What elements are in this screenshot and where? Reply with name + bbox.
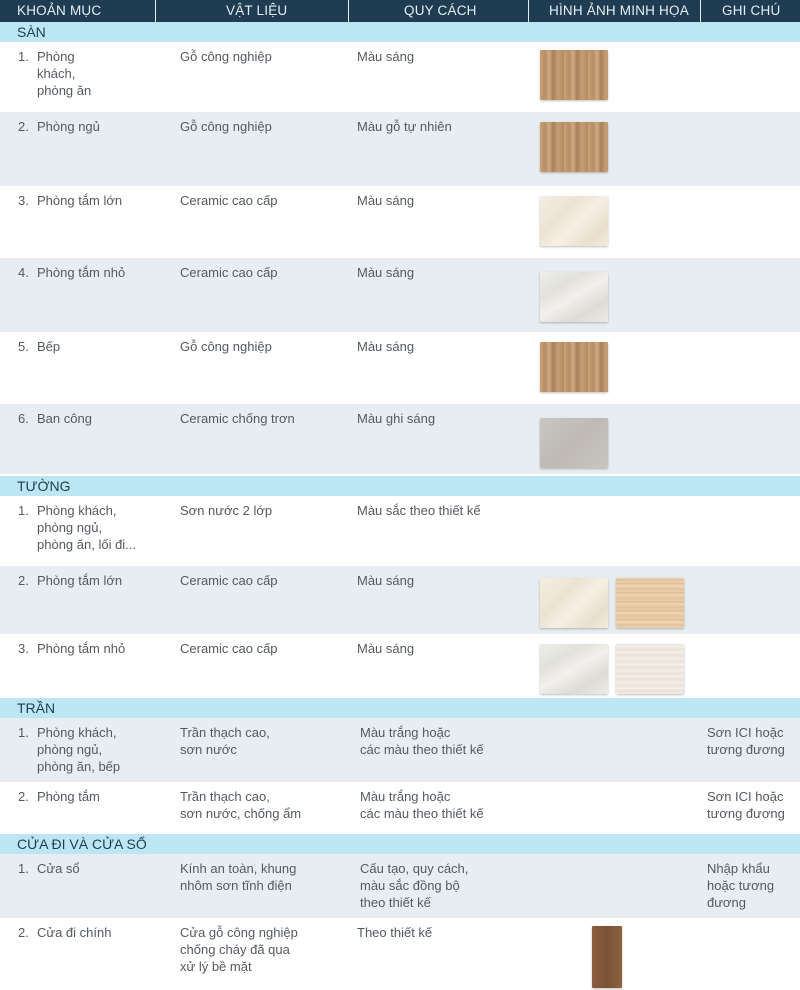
row-material: Trần thạch cao, sơn nước — [180, 725, 270, 757]
row-spec: Màu sáng — [357, 339, 415, 354]
table-row — [0, 782, 800, 834]
row-number: 3. — [18, 193, 29, 208]
row-material: Ceramic cao cấp — [180, 573, 278, 588]
stripe-swatch-image — [616, 644, 684, 694]
row-spec: Màu trắng hoặc các màu theo thiết kế — [360, 725, 484, 757]
table-row — [0, 718, 800, 782]
lwood-swatch-image — [616, 578, 684, 628]
row-spec: Màu sắc theo thiết kế — [357, 503, 481, 518]
row-material: Ceramic cao cấp — [180, 641, 278, 656]
row-material: Trần thạch cao, sơn nước, chống ẩm — [180, 789, 302, 821]
row-number: 1. — [18, 503, 29, 518]
header-divider — [700, 0, 701, 22]
row-number: 1. — [18, 861, 29, 876]
section-title: TRẦN — [17, 700, 56, 716]
row-item: Phòng ngủ — [37, 119, 100, 134]
row-note: Nhập khẩu hoặc tương đương — [707, 861, 775, 910]
row-material: Gỗ công nghiệp — [180, 339, 272, 354]
row-item: Phòng tắm lớn — [37, 193, 123, 208]
row-material: Ceramic chống trơn — [180, 411, 295, 426]
section-title: SÀN — [17, 24, 46, 40]
row-number: 2. — [18, 573, 29, 588]
section-band — [0, 476, 800, 496]
table-row — [0, 112, 800, 186]
marble-swatch-image — [540, 644, 608, 694]
row-number: 2. — [18, 925, 29, 940]
row-note: Sơn ICI hoặc tương đương — [707, 725, 785, 757]
header-hinh-anh: HÌNH ẢNH MINH HỌA — [549, 3, 689, 18]
row-spec: Màu trắng hoặc các màu theo thiết kế — [360, 789, 484, 821]
row-spec: Màu sáng — [357, 641, 415, 656]
row-spec: Màu sáng — [357, 265, 415, 280]
row-item: Ban công — [37, 411, 92, 426]
table-row — [0, 42, 800, 112]
row-material: Ceramic cao cấp — [180, 265, 278, 280]
header-ghi-chu: GHI CHÚ — [722, 3, 781, 18]
row-item: Phòng khách, phòng ngủ, phòng ăn, lối đi... — [37, 503, 137, 552]
row-number: 5. — [18, 339, 29, 354]
table-header — [0, 0, 800, 22]
row-item: Phòng tắm nhỏ — [37, 641, 126, 656]
wood-swatch-image — [540, 342, 608, 392]
wood-swatch-image — [540, 50, 608, 100]
row-spec: Theo thiết kế — [357, 925, 433, 940]
header-vat-lieu: VẬT LIỆU — [226, 3, 288, 18]
row-material: Ceramic cao cấp — [180, 193, 278, 208]
row-number: 3. — [18, 641, 29, 656]
grey-swatch-image — [540, 418, 608, 468]
header-divider — [348, 0, 349, 22]
row-note: Sơn ICI hoặc tương đương — [707, 789, 785, 821]
row-number: 4. — [18, 265, 29, 280]
row-material: Gỗ công nghiệp — [180, 49, 272, 64]
row-number: 1. — [18, 49, 29, 64]
section-title: TƯỜNG — [17, 478, 71, 494]
table-row — [0, 258, 800, 332]
row-spec: Cấu tạo, quy cách, màu sắc đồng bộ theo thiết kế — [360, 861, 469, 910]
table-row — [0, 404, 800, 474]
header-quy-cach: QUY CÁCH — [404, 3, 477, 18]
row-spec: Màu sáng — [357, 573, 415, 588]
row-item: Phòng tắm lớn — [37, 573, 123, 588]
row-number: 1. — [18, 725, 29, 740]
row-number: 2. — [18, 119, 29, 134]
table-row — [0, 918, 800, 990]
row-spec: Màu ghi sáng — [357, 411, 436, 426]
section-band — [0, 698, 800, 718]
section-title: CỬA ĐI VÀ CỬA SỔ — [17, 836, 147, 852]
header-divider — [155, 0, 156, 22]
row-item: Phòng khách, phòng ăn — [37, 49, 92, 98]
table-row — [0, 566, 800, 634]
section-band — [0, 22, 800, 42]
row-spec: Màu sáng — [357, 193, 415, 208]
wood-swatch-image — [540, 122, 608, 172]
row-item: Cửa sổ — [37, 861, 80, 876]
row-item: Bếp — [37, 339, 61, 354]
cream-swatch-image — [540, 196, 608, 246]
row-spec: Màu gỗ tự nhiên — [357, 119, 452, 134]
cream-swatch-image — [540, 578, 608, 628]
row-item: Cửa đi chính — [37, 925, 112, 940]
row-material: Gỗ công nghiệp — [180, 119, 272, 134]
row-item: Phòng khách, phòng ngủ, phòng ăn, bếp — [37, 725, 121, 774]
marble-swatch-image — [540, 272, 608, 322]
table-row — [0, 854, 800, 918]
header-divider — [528, 0, 529, 22]
row-material: Cửa gỗ công nghiệp chống cháy đã qua xử lý bề mặt — [180, 925, 298, 974]
row-material: Sơn nước 2 lớp — [180, 503, 273, 518]
table-row — [0, 186, 800, 258]
section-band — [0, 834, 800, 854]
row-item: Phòng tắm nhỏ — [37, 265, 126, 280]
table-row — [0, 332, 800, 404]
header-khoan-muc: KHOẢN MỤC — [17, 3, 102, 18]
row-item: Phòng tắm — [37, 789, 100, 804]
table-row — [0, 634, 800, 698]
door-swatch-image — [592, 926, 622, 988]
row-number: 6. — [18, 411, 29, 426]
row-number: 2. — [18, 789, 29, 804]
row-material: Kính an toàn, khung nhôm sơn tĩnh điện — [180, 861, 297, 893]
table-row — [0, 496, 800, 566]
row-spec: Màu sáng — [357, 49, 415, 64]
